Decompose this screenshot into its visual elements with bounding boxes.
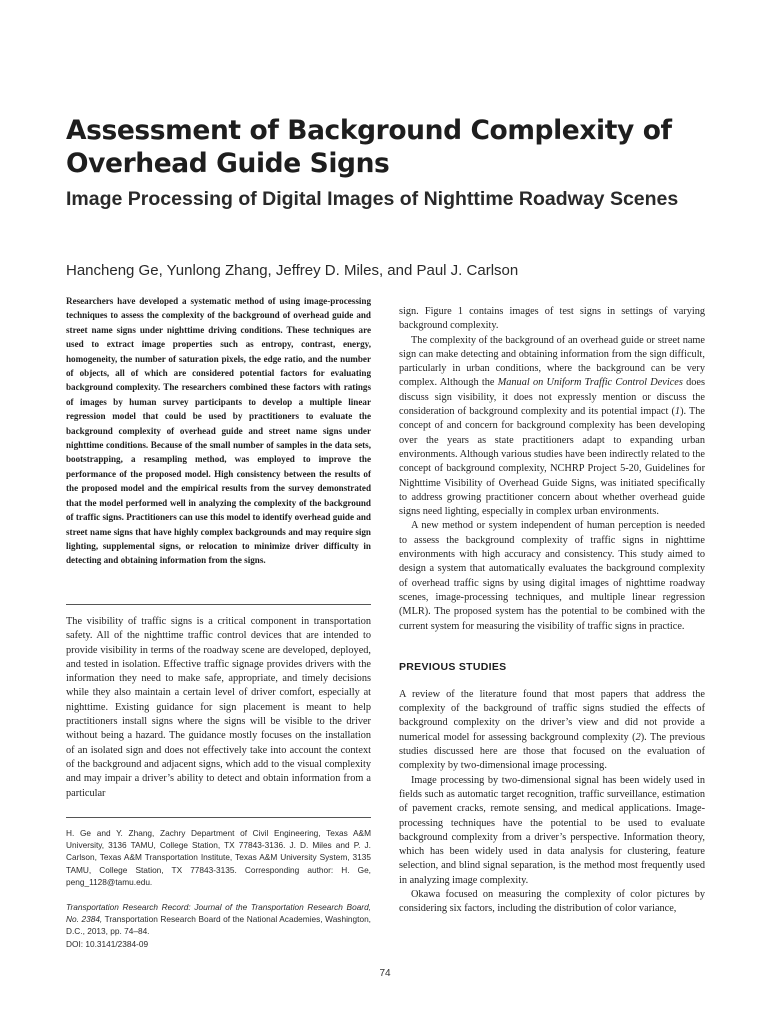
paper-subtitle: Image Processing of Digital Images of Nighttime Roadway Scenes <box>66 188 679 210</box>
intro-paragraph-3 <box>399 334 705 520</box>
left-column-body <box>66 615 371 801</box>
journal-citation <box>66 901 371 938</box>
paper-title: Assessment of Background Complexity of Overhead Guide Signs <box>66 115 672 179</box>
studies-paragraph-1 <box>399 688 705 774</box>
right-column-body <box>399 305 705 917</box>
author-list: Hancheng Ge, Yunlong Zhang, Jeffrey D. Miles, and Paul J. Carlson <box>66 262 519 279</box>
footnote-divider <box>66 817 371 818</box>
intro-paragraph-3-part-a: The complexity of the background of an overhead guide or street name sign can make detecting and obtaining information from the sign difficult, particularly in urban conditions, where the background can be very complex. Although the <box>399 334 705 389</box>
footnote-block <box>66 827 371 950</box>
author-affiliation: H. Ge and Y. Zhang, Zachry Department of Civil Engineering, Texas A&M University, 3136 TAMU, College Station, TX 77843-3136. J. D. Miles and P. J. Carlson, Texas A&M Transportation Institute, Texas A&M University System, 3135 TAMU, College Station, TX 77843-3135. Corresponding author: H. Ge, peng_1128@tamu.edu. <box>66 828 371 887</box>
manual-title: Manual on Uniform Traffic Control Devices <box>497 377 683 389</box>
page-number: 74 <box>379 968 391 979</box>
reference-2: 2 <box>635 731 641 743</box>
intro-paragraph-3-part-b: does discuss sign visibility, it does not expressly mention or discuss the consideration of background complexity and its potential impact ( <box>399 377 705 418</box>
abstract-text: Researchers have developed a systematic method of using image-processing techniques to assess the complexity of the background of overhead guide and street name signs under nighttime driving conditions. These techniques are used to extract image properties such as entropy, contrast, energy, homogeneity, the number of saturation pixels, the edge ratio, and the number of objects, all of which are considered potential factors for evaluating background complexity. The researchers combined these factors with ratings of images by human survey participants to develop a multiple linear regression model that could be used by practitioners to evaluate the background complexity of overhead guide and street name signs under nighttime conditions. Because of the small number of samples in the data sets, bootstrapping, a resampling method, was employed to improve the performance of the proposed model. High consistency between the results of the proposed model and the empirical results from the survey demonstrated that the model performed well in analyzing the complexity of the background of traffic signs. Practitioners can use this model to identify overhead guide and street name signs that have highly complex backgrounds and may require sign lighting, supplemental signs, or relocation to minimize driver difficulty in detecting and obtaining information from the signs. <box>66 296 371 566</box>
abstract-divider <box>66 604 371 605</box>
studies-paragraph-1-part-a: A review of the literature found that most papers that address the complexity of the background of traffic signs studied the effects of background complexity on the driver’s view and did not provide a numerical model for assessing background complexity ( <box>399 688 705 743</box>
studies-paragraph-1-part-b: ). The previous studies discussed here are those that focused on the evaluation of complexity by two-dimensional image processing. <box>399 731 706 772</box>
studies-paragraph-3: Okawa focused on measuring the complexity of color pictures by considering six factors, including the distribution of color variance, <box>399 888 705 915</box>
section-heading-previous-studies: PREVIOUS STUDIES <box>399 660 507 673</box>
doi: DOI: 10.3141/2384-09 <box>66 938 149 949</box>
abstract-block <box>66 294 371 568</box>
journal-details: Transportation Research Board of the National Academies, Washington, D.C., 2013, pp. 74–84. <box>66 914 371 937</box>
intro-paragraph-2: sign. Figure 1 contains images of test signs in settings of varying background complexity. <box>399 306 705 332</box>
studies-paragraph-2: Image processing by two-dimensional signal has been widely used in fields such as automatic target recognition, traffic surveillance, estimation of pavement cracks, remote sensing, and medical applications. Image-processing techniques have the potential to be used to evaluate background complexity from a driver’s perspective. Information theory, which has been widely used in data analysis for clustering, feature selection, and blind signal separation, is the method most frequently used in analyzing image complexity. <box>399 774 705 886</box>
intro-paragraph-3-part-c: ). The concept of and concern for background complexity has been developing over the years as state practitioners adapt to expanding urban environments. Although various studies have been indirectly related to the concept of background complexity, NCHRP Project 5-20, Guidelines for Nighttime Visibility of Overhead Guide Signs, was initiated specifically to address growing practitioner concern about whether overhead guide signs need lighting, especially in complex urban environments. <box>399 406 705 518</box>
intro-paragraph-1: The visibility of traffic signs is a critical component in transportation safety. All of the nighttime traffic control devices that are intended to provide visibility in terms of the roadway scene are developed, deployed, and tested in isolation. Effective traffic signage provides drivers with the information they need to make safe, appropriate, and timely decisions while they also maintain a certain level of driver comfort, especially at nighttime. Existing guidance for sign placement is meant to help practitioners install signs where the signs will be visible to the driver without being a hazard. The guidance mostly focuses on the installation of an isolated sign and does not effectively take into account the context of the background and adjacent signs, which add to the visual complexity and may impair a driver’s ability to detect and obtain information from a particular <box>66 616 371 799</box>
reference-1: 1 <box>674 406 681 418</box>
intro-paragraph-4: A new method or system independent of human perception is needed to assess the background complexity of traffic signs in nighttime environments with high accuracy and consistency. This study aimed to design a system that automatically evaluates the background complexity of overhead traffic signs by using digital images of nighttime roadway scenes, image-processing techniques, and multiple linear regression (MLR). The proposed system has the potential to be combined with the current system for measuring the visibility of traffic signs in practice. <box>399 520 705 632</box>
journal-name: Transportation Research Record: Journal of the Transportation Research Board, No. 2384, <box>66 902 371 925</box>
